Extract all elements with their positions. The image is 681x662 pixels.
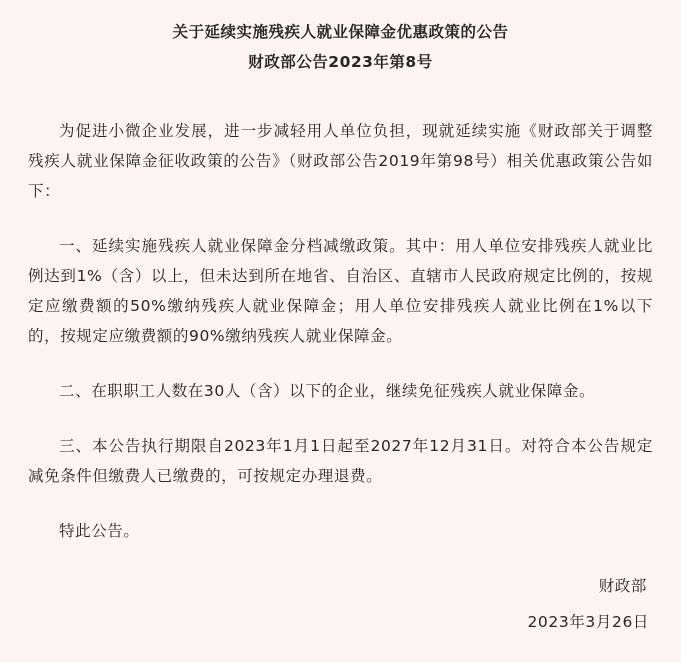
notice-body [28,116,653,546]
paragraph-closing: 特此公告。 [59,522,140,540]
paragraph-item-2: 二、在职职工人数在30人（含）以下的企业，继续免征残疾人就业保障金。 [59,382,596,400]
paragraph-item-3: 三、本公告执行期限自2023年1月1日起至2027年12月31日。对符合本公告规定减免条件但缴费人已缴费的，可按规定办理退费。 [28,437,653,485]
issuer-signature: 财政部 [598,577,647,595]
issue-date: 2023年3月26日 [527,613,649,631]
notice-number: 财政部公告2023年第8号 [248,53,433,71]
paragraph-intro: 为促进小微企业发展，进一步减轻用人单位负担，现就延续实施《财政部关于调整残疾人就业保障金征收政策的公告》（财政部公告2019年第98号）相关优惠政策公告如下： [28,122,653,200]
paragraph-item-1: 一、延续实施残疾人就业保障金分档减缴政策。其中：用人单位安排残疾人就业比例达到1%（含）以上，但未达到所在地省、自治区、直辖市人民政府规定比例的，按规定应缴费额的50%缴纳残疾人就业保障金；用人单位安排残疾人就业比例在1%以下的，按规定应缴费额的90%缴纳残疾人就业保障金。 [28,237,653,345]
notice-title: 关于延续实施残疾人就业保障金优惠政策的公告 [172,23,509,41]
